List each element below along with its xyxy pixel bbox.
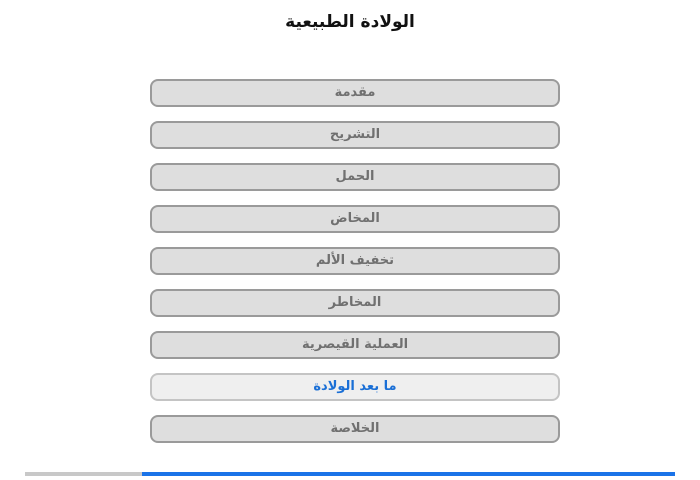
menu-item-risks[interactable]: المخاطر — [150, 289, 560, 317]
menu-item-pain-relief[interactable]: تخفيف الألم — [150, 247, 560, 275]
menu-item-anatomy[interactable]: التشريح — [150, 121, 560, 149]
menu-item-labor[interactable]: المخاض — [150, 205, 560, 233]
menu-item-after-birth[interactable]: ما بعد الولادة — [150, 373, 560, 401]
progress-bar — [25, 472, 675, 476]
menu-item-cesarean[interactable]: العملية القيصرية — [150, 331, 560, 359]
page-title: الولادة الطبيعية — [285, 12, 415, 32]
menu-item-introduction[interactable]: مقدمة — [150, 79, 560, 107]
progress-bar-fill — [25, 472, 142, 476]
chapter-menu — [150, 79, 560, 457]
menu-item-summary[interactable]: الخلاصة — [150, 415, 560, 443]
menu-item-pregnancy[interactable]: الحمل — [150, 163, 560, 191]
